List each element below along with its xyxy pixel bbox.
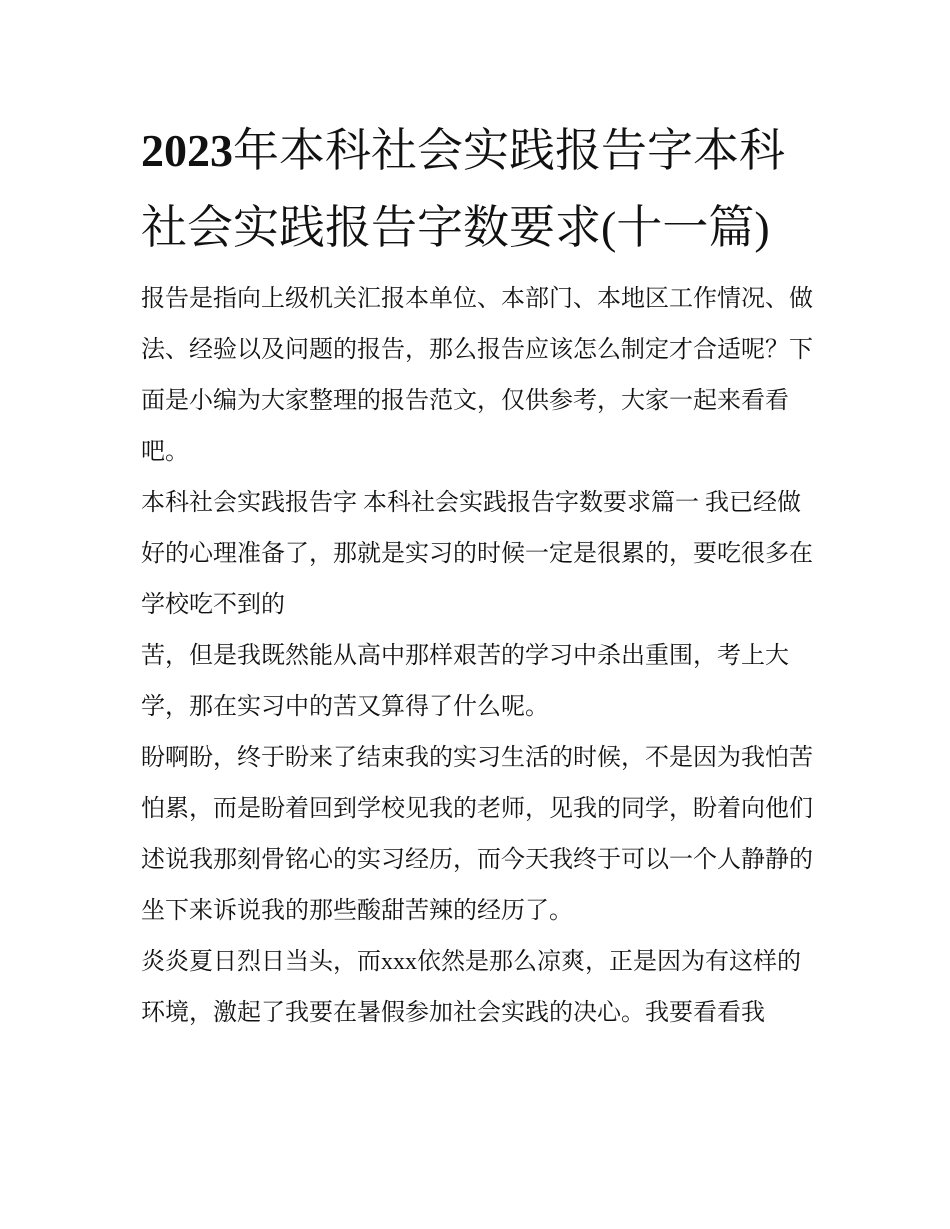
paragraph-summer: 炎炎夏日烈日当头，而xxx依然是那么凉爽，正是因为有这样的环境，激起了我要在暑假参加社会实践的决心。我要看看我	[141, 949, 801, 1026]
paragraph-anticipation: 盼啊盼，终于盼来了结束我的实习生活的时候，不是因为我怕苦怕累，而是盼着回到学校见我的老师，见我的同学，盼着向他们述说我那刻骨铭心的实习经历，而今天我终于可以一个人静静的坐下来诉说我的那些酸甜苦辣的经历了。	[141, 745, 813, 924]
document-title	[141, 112, 813, 266]
paragraph-hardship: 苦，但是我既然能从高中那样艰苦的学习中杀出重围，考上大学，那在实习中的苦又算得了什么呢。	[141, 643, 789, 720]
title-year: 2023	[141, 125, 233, 176]
title-text: 年本科社会实践报告字本科社会实践报告字数要求(十一篇)	[141, 125, 785, 253]
paragraph-section-one: 本科社会实践报告字 本科社会实践报告字数要求篇一 我已经做好的心理准备了，那就是实习的时候一定是很累的，要吃很多在学校吃不到的	[141, 490, 813, 618]
document-body	[141, 112, 813, 1039]
paragraph-intro: 报告是指向上级机关汇报本单位、本部门、本地区工作情况、做法、经验以及问题的报告，那么报告应该怎么制定才合适呢？下面是小编为大家整理的报告范文，仅供参考，大家一起来看看吧。	[141, 286, 813, 465]
